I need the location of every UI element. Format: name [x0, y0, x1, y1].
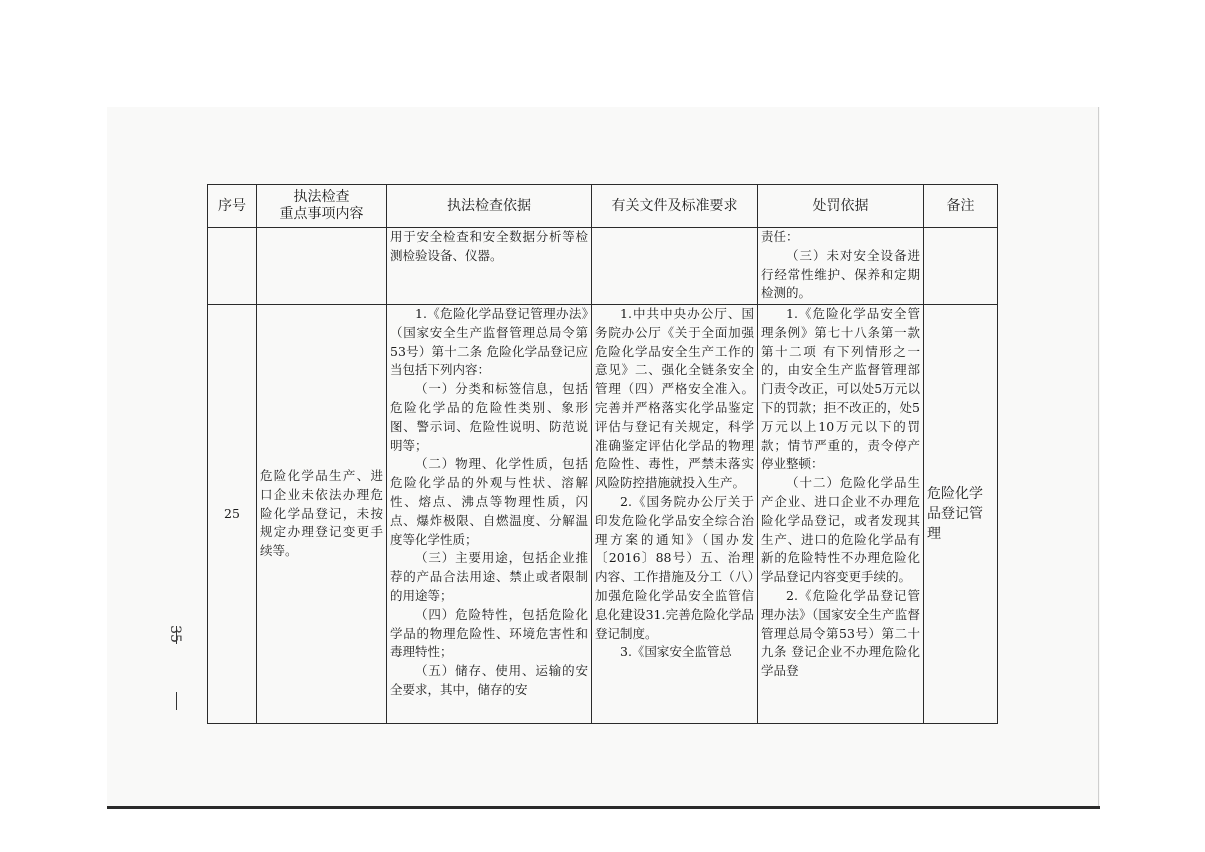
cont-penalty-para: （三）未对安全设备进行经常性维护、保养和定期检测的。	[761, 247, 920, 301]
basis-para: （五）储存、使用、运输的安全要求，其中，储存的安	[390, 663, 588, 697]
row25-docs-cell	[592, 305, 758, 724]
table-row-25	[208, 305, 998, 724]
basis-para: 1.《危险化学品登记管理办法》（国家安全生产监督管理总局令第53号）第十二条 危险化学品登记应当包括下列内容：	[390, 306, 588, 378]
header-remark: 备注	[924, 185, 998, 228]
row25-basis-cell	[387, 305, 592, 724]
docs-para: 3.《国家安全监管总	[620, 644, 732, 660]
header-penalty: 处罚依据	[758, 185, 924, 228]
header-seq: 序号	[208, 185, 257, 228]
row25-remark: 危险化学品登记管理	[924, 305, 998, 724]
cont-remark-cell	[924, 228, 998, 305]
cont-penalty-cell	[758, 228, 924, 305]
cont-seq-cell	[208, 228, 257, 305]
row25-item-cell	[257, 305, 387, 724]
header-docs: 有关文件及标准要求	[592, 185, 758, 228]
penalty-para: （十二）危险化学品生产企业、进口企业不办理危险化学品登记，或者发现其生产、进口的危险化学品有新的危险特性不办理危险化学品登记内容变更手续的。	[761, 475, 920, 585]
table-row-continued	[208, 228, 998, 305]
header-basis: 执法检查依据	[387, 185, 592, 228]
page-number: 35	[167, 625, 183, 643]
page-number-dash-bottom	[176, 692, 177, 710]
basis-para: （四）危险特性，包括危险化学品的物理危险性、环境危害性和毒理特性；	[390, 606, 588, 660]
cont-basis-para: 用于安全检查和安全数据分析等检测检验设备、仪器。	[390, 229, 588, 263]
header-item-line2: 重点事项内容	[279, 206, 364, 222]
basis-para: （三）主要用途，包括企业推荐的产品合法用途、禁止或者限制的用途等；	[390, 550, 588, 603]
cont-basis-cell	[387, 228, 592, 305]
header-item	[257, 185, 387, 228]
row25-penalty-cell	[758, 305, 924, 724]
table-header-row	[208, 185, 998, 228]
docs-para: 1.中共中央办公厅、国务院办公厅《关于全面加强危险化学品安全生产工作的意见》二、强化全链条安全管理（四）严格安全准入。完善并严格落实化学品鉴定评估与登记有关规定，科学准确鉴定评估化学品的物理危险性、毒性，严禁未落实风险防控措施就投入生产。	[595, 306, 754, 491]
basis-para: （一）分类和标签信息，包括危险化学品的危险性类别、象形图、警示词、危险性说明、防范说明等；	[390, 381, 588, 453]
row25-seq: 25	[208, 305, 257, 724]
cont-docs-cell	[592, 228, 758, 305]
penalty-para: 2.《危险化学品登记管理办法》（国家安全生产监督管理总局令第53号）第二十九条 登记企业不办理危险化学品登	[761, 587, 920, 679]
cont-penalty-para: 责任：	[761, 229, 799, 244]
penalty-para: 1.《危险化学品安全管理条例》第七十八条第一款第十二项 有下列情形之一的，由安全生产监督管理部门责令改正，可以处5万元以下的罚款；拒不改正的，处5万元以上10万元以下的罚款；情节严重的，责令停产停业整顿：	[761, 306, 920, 472]
enforcement-table	[207, 184, 998, 724]
header-item-line1: 执法检查	[293, 189, 350, 205]
basis-para: （二）物理、化学性质，包括危险化学品的外观与性状、溶解性、熔点、沸点等物理性质，闪点、爆炸极限、自燃温度、分解温度等化学性质；	[390, 456, 588, 547]
cont-item-cell	[257, 228, 387, 305]
sheet-bottom-edge	[107, 806, 1100, 809]
docs-para: 2.《国务院办公厅关于印发危险化学品安全综合治理方案的通知》（国办发〔2016〕88号）五、治理内容、工作措施及分工（八）加强危险化学品安全监管信息化建设31.完善危险化学品登记制度。	[595, 493, 754, 641]
row25-item: 危险化学品生产、进口企业未依法办理危险化学品登记，未按规定办理登记变更手续等。	[260, 468, 383, 559]
sheet-right-edge	[1098, 107, 1099, 809]
